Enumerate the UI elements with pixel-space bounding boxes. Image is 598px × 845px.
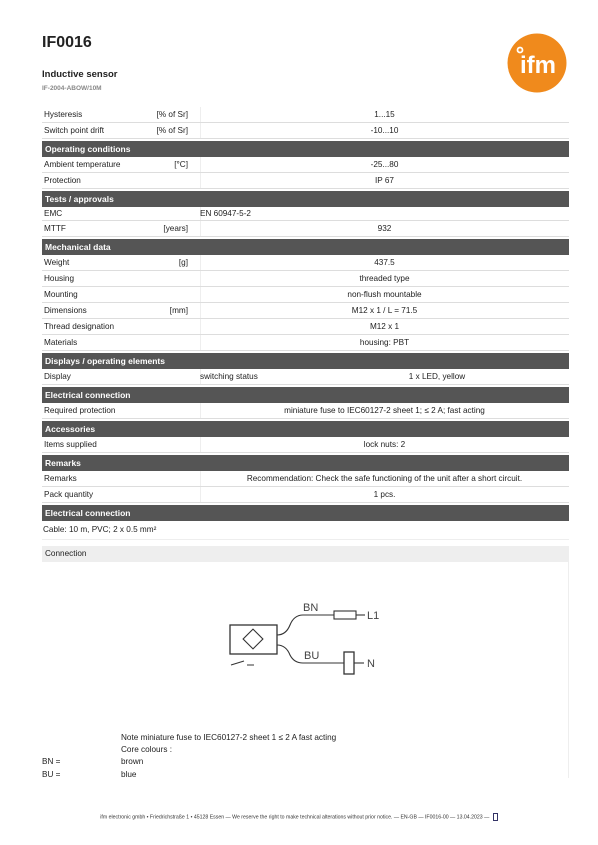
fuse-note: Note miniature fuse to IEC60127-2 sheet 1 ≤ 2 A fast acting	[121, 733, 337, 742]
product-code: IF-2004-ABOW/10M	[42, 85, 102, 92]
core-colours-label: Core colours :	[121, 745, 172, 754]
bu-label: BU	[304, 650, 320, 662]
bu-key: BU =	[42, 770, 61, 779]
connection-header: Connection	[42, 546, 569, 562]
footer-link-icon[interactable]	[493, 813, 498, 821]
ifm-logo	[507, 33, 567, 93]
spec-row-mttf: MTTF [years] 932	[42, 221, 569, 237]
spec-row-display: Display switching status 1 x LED, yellow	[42, 369, 569, 385]
connection-area	[42, 562, 569, 778]
section-displays: Displays / operating elements	[42, 353, 569, 369]
n-label: N	[367, 658, 375, 670]
bn-label: BN	[303, 602, 319, 614]
spec-row-dimensions: Dimensions [mm] M12 x 1 / L = 71.5	[42, 303, 569, 319]
section-accessories: Accessories	[42, 421, 569, 437]
section-remarks: Remarks	[42, 455, 569, 471]
spec-row-ambient-temperature: Ambient temperature [°C] -25...80	[42, 157, 569, 173]
spec-row-pack-quantity: Pack quantity 1 pcs.	[42, 487, 569, 503]
svg-text:ifm: ifm	[520, 52, 556, 79]
spec-row-weight: Weight [g] 437.5	[42, 255, 569, 271]
spec-row-housing: Housing threaded type	[42, 271, 569, 287]
spec-row-hysteresis: Hysteresis [% of Sr] 1...15	[42, 107, 569, 123]
footer-text: ifm electronic gmbh • Friedrichstraße 1 • 45128 Essen — We reserve the right to make technical alterations without prior notice. — EN-GB — IF0016-00 — 13.04.2023 —	[100, 814, 490, 821]
ifm-logo-icon	[507, 33, 567, 93]
bn-value: brown	[121, 757, 144, 766]
spec-row-thread-designation: Thread designation M12 x 1	[42, 319, 569, 335]
spec-table	[42, 107, 569, 778]
section-operating-conditions: Operating conditions	[42, 141, 569, 157]
spec-row-items-supplied: Items supplied lock nuts: 2	[42, 437, 569, 453]
footer	[0, 813, 598, 821]
section-mechanical-data: Mechanical data	[42, 239, 569, 255]
cable-spec: Cable: 10 m, PVC; 2 x 0.5 mm²	[42, 521, 569, 540]
l1-label: L1	[367, 610, 380, 622]
section-electrical-connection-2: Electrical connection	[42, 505, 569, 521]
section-electrical-connection: Electrical connection	[42, 387, 569, 403]
spec-row-required-protection: Required protection miniature fuse to IEC60127-2 sheet 1; ≤ 2 A; fast acting	[42, 403, 569, 419]
section-tests-approvals: Tests / approvals	[42, 191, 569, 207]
spec-row-protection: Protection IP 67	[42, 173, 569, 189]
product-title: IF0016	[42, 34, 92, 51]
spec-row-emc: EMC EN 60947-5-2	[42, 207, 569, 221]
bu-value: blue	[121, 770, 137, 779]
wiring-diagram	[228, 595, 408, 695]
spec-row-switch-point-drift: Switch point drift [% of Sr] -10...10	[42, 123, 569, 139]
spec-row-mounting: Mounting non-flush mountable	[42, 287, 569, 303]
spec-row-remarks: Remarks Recommendation: Check the safe functioning of the unit after a short circuit.	[42, 471, 569, 487]
product-subtitle: Inductive sensor	[42, 69, 118, 80]
spec-row-materials: Materials housing: PBT	[42, 335, 569, 351]
bn-key: BN =	[42, 757, 61, 766]
